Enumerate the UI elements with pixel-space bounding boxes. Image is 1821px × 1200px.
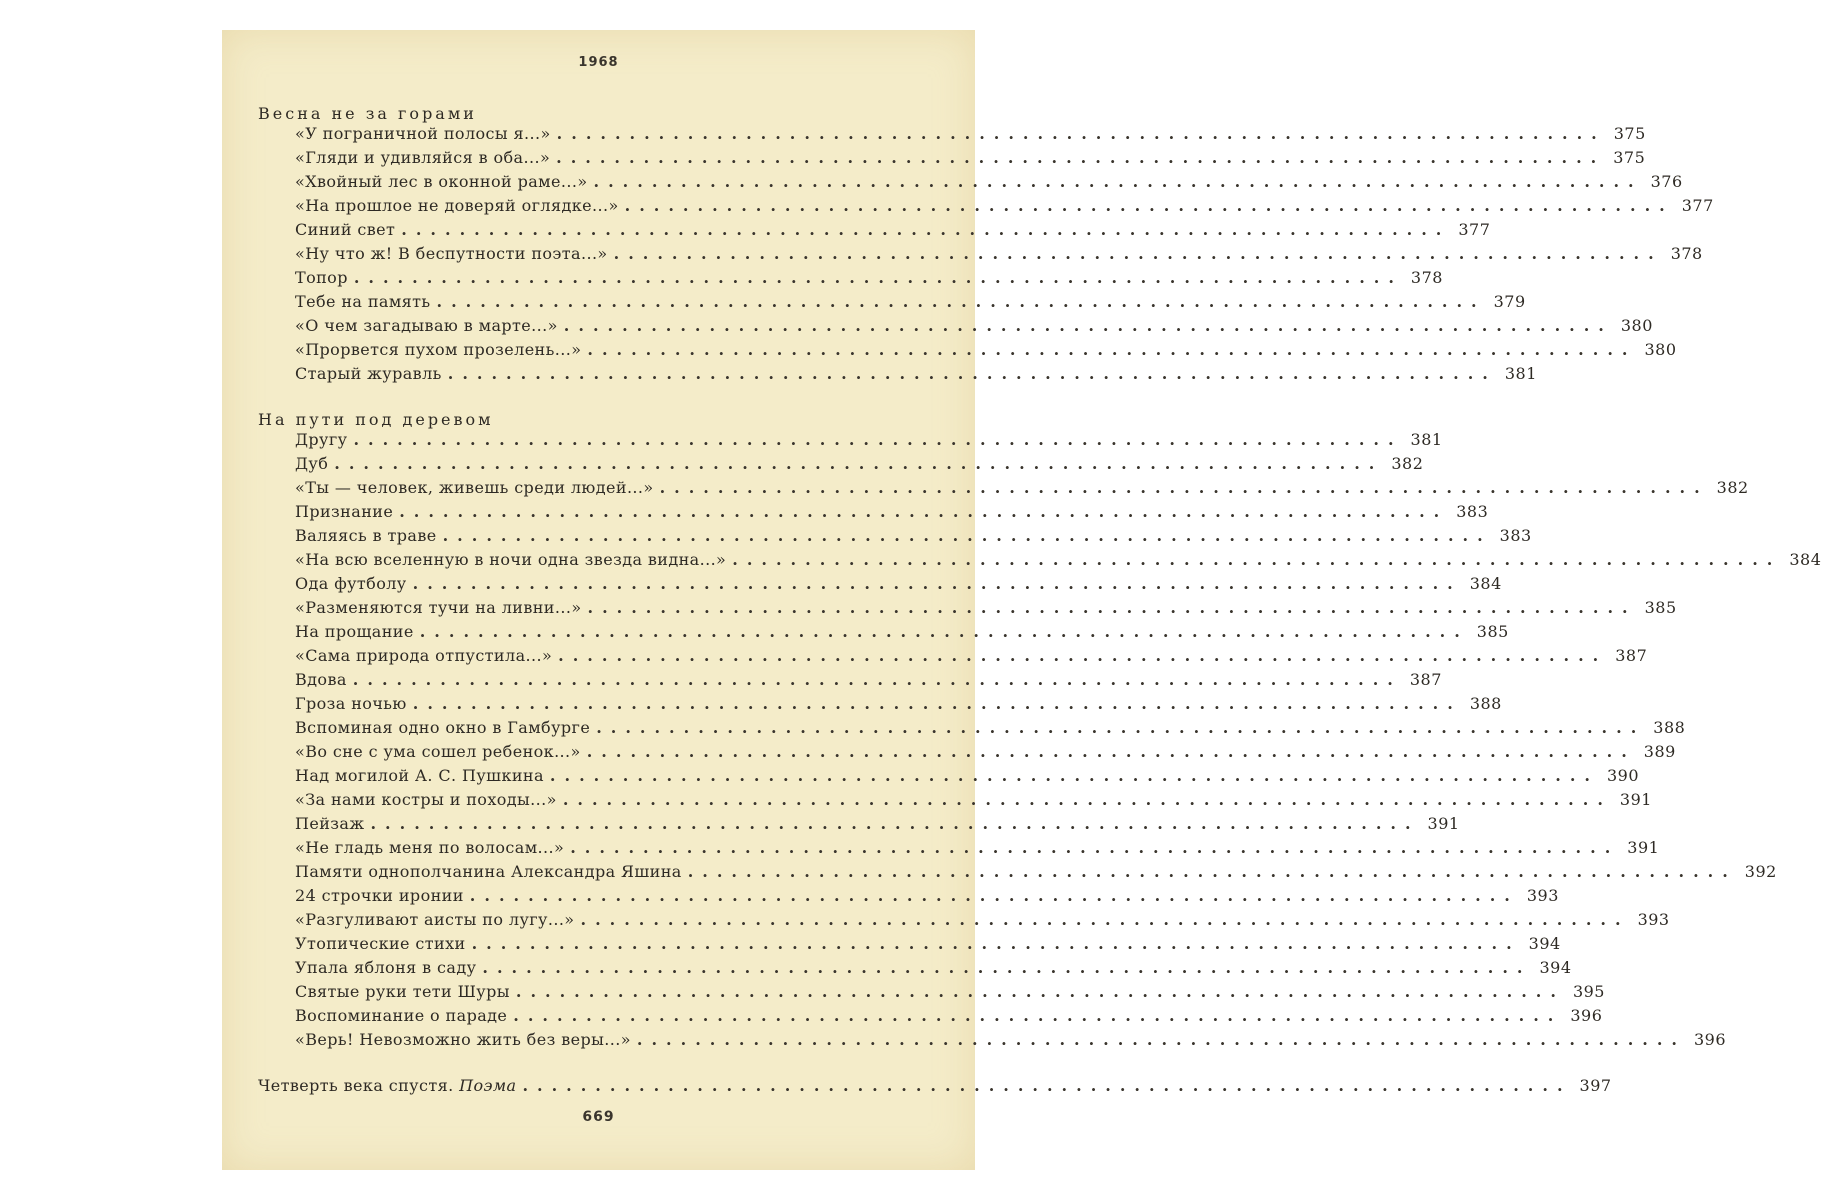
toc-entry[interactable] (295, 268, 1443, 290)
toc-entry-page: 388 (1469, 694, 1502, 713)
toc-entry-title: Вспоминая одно окно в Гамбурге (295, 718, 591, 737)
toc-entry-title: Пейзаж (295, 814, 365, 833)
toc-entry-title: 24 строчки иронии (295, 886, 464, 905)
toc-entry[interactable] (295, 292, 1526, 314)
dot-leader: ........................................................................ (636, 1030, 1686, 1049)
dot-leader: ........................................................................ (482, 958, 1532, 977)
toc-entry-page: 390 (1606, 766, 1640, 785)
toc-entry[interactable] (295, 742, 1676, 764)
toc-entry-page: 396 (1693, 1030, 1727, 1049)
dot-leader: ........................................................................ (447, 364, 1497, 383)
toc-entry[interactable] (295, 316, 1653, 338)
dot-leader: ........................................................................ (412, 694, 1462, 713)
toc-entry-title: Святые руки тети Шуры (295, 982, 510, 1001)
toc-entry[interactable] (295, 694, 1502, 716)
toc-entry-page: 381 (1504, 364, 1537, 383)
toc-entry-page: 378 (1410, 268, 1443, 287)
toc-entry[interactable] (295, 1030, 1727, 1052)
toc-entry-title: «Ну что ж! В беспутности поэта...» (295, 244, 608, 263)
dot-leader: ........................................................................ (562, 790, 1612, 809)
book-page (222, 30, 1821, 1170)
toc-entry[interactable] (295, 526, 1532, 548)
toc-entry[interactable] (295, 478, 1749, 500)
toc-entry[interactable] (295, 958, 1572, 980)
dot-leader: ........................................................................ (352, 670, 1402, 689)
toc-entry-page: 394 (1528, 934, 1561, 953)
toc-entry-title: Валяясь в траве (295, 526, 437, 545)
toc-entry-title: «У пограничной полосы я...» (295, 124, 551, 143)
toc-entry-page: 395 (1572, 982, 1605, 1001)
toc-entry-page: 391 (1619, 790, 1652, 809)
dot-leader: ........................................................................ (624, 196, 1674, 215)
toc-entry-title: Тебе на память (295, 292, 431, 311)
toc-entry[interactable] (295, 574, 1502, 596)
toc-entry-title: «Во сне с ума сошел ребенок...» (295, 742, 581, 761)
toc-entry-page: 387 (1615, 646, 1648, 665)
toc-entry-page: 397 (1579, 1076, 1612, 1095)
dot-leader: ........................................................................ (687, 862, 1737, 881)
toc-entry-page: 393 (1526, 886, 1559, 905)
toc-entry[interactable] (295, 646, 1648, 668)
toc-entry[interactable] (295, 886, 1559, 908)
poem-title: Четверть века спустя. (258, 1076, 454, 1095)
toc-entry-page: 387 (1409, 670, 1442, 689)
toc-entry-page: 377 (1681, 196, 1714, 215)
toc-entry-page: 375 (1613, 148, 1646, 167)
toc-entry[interactable] (295, 454, 1424, 476)
dot-leader: ........................................................................ (436, 292, 1486, 311)
toc-entry[interactable] (295, 670, 1442, 692)
toc-entry-title: Вдова (295, 670, 347, 689)
toc-entry-title: «Не гладь меня по волосам...» (295, 838, 565, 857)
toc-entry-title: Гроза ночью (295, 694, 407, 713)
toc-entry[interactable] (295, 862, 1777, 884)
toc-entry-title: Памяти однополчанина Александра Яшина (295, 862, 682, 881)
dot-leader: ........................................................................ (334, 454, 1384, 473)
toc-entry-page: 383 (1456, 502, 1489, 521)
dot-leader: ........................................................................ (549, 766, 1599, 785)
toc-entry-title: «Разгуливают аисты по лугу...» (295, 910, 575, 929)
toc-entry-page: 392 (1744, 862, 1777, 881)
dot-leader: ........................................................................ (613, 244, 1663, 263)
toc-entry-title: Дуб (295, 454, 329, 473)
toc-entry-page: 382 (1391, 454, 1424, 473)
toc-entry-page: 380 (1620, 316, 1653, 335)
toc-entry[interactable] (295, 622, 1509, 644)
toc-entry[interactable] (295, 766, 1640, 788)
dot-leader: ........................................................................ (587, 598, 1637, 617)
toc-entry-page: 394 (1539, 958, 1572, 977)
dot-leader: ........................................................................ (412, 574, 1462, 593)
toc-entry[interactable] (295, 934, 1561, 956)
dot-leader: ........................................................................ (587, 340, 1637, 359)
page-number-footer: 669 (582, 1109, 615, 1125)
toc-entry[interactable] (295, 838, 1660, 860)
toc-entry[interactable] (295, 340, 1677, 362)
toc-entry[interactable] (295, 814, 1460, 836)
dot-leader: ........................................................................ (370, 814, 1420, 833)
toc-entry[interactable] (295, 502, 1489, 524)
section-title: Весна не за горами (258, 104, 477, 123)
dot-leader: ........................................................................ (471, 934, 1521, 953)
toc-entry-title: «На всю вселенную в ночи одна звезда видна...» (295, 550, 727, 569)
toc-entry[interactable] (295, 220, 1491, 242)
page-header-year: 1968 (578, 55, 619, 70)
dot-leader: ........................................................................ (353, 430, 1403, 449)
dot-leader: ........................................................................ (353, 268, 1403, 287)
poem-genre: Поэма (459, 1076, 517, 1095)
toc-entry-page: 380 (1644, 340, 1677, 359)
toc-entry[interactable] (295, 790, 1652, 812)
toc-entry-title: «О чем загадываю в марте...» (295, 316, 558, 335)
toc-entry-title: Воспоминание о параде (295, 1006, 508, 1025)
dot-leader: ........................................................................ (563, 316, 1613, 335)
toc-entry-poem[interactable] (258, 1076, 1612, 1098)
dot-leader: ........................................................................ (513, 1006, 1563, 1025)
toc-entry-title: Топор (295, 268, 348, 287)
toc-entry[interactable] (295, 718, 1686, 740)
toc-entry-page: 381 (1410, 430, 1443, 449)
toc-entry[interactable] (295, 598, 1677, 620)
dot-leader: ........................................................................ (419, 622, 1469, 641)
toc-entry-page: 391 (1627, 838, 1660, 857)
toc-entry-title: На прощание (295, 622, 414, 641)
dot-leader: ........................................................................ (522, 1076, 1572, 1095)
toc-entry[interactable] (295, 364, 1537, 386)
toc-entry-title: «Хвойный лес в оконной раме...» (295, 172, 588, 191)
toc-entry-title: Другу (295, 430, 348, 449)
section-title: На пути под деревом (258, 410, 494, 429)
toc-entry-title: Признание (295, 502, 394, 521)
toc-entry[interactable] (295, 196, 1714, 218)
dot-leader: ........................................................................ (659, 478, 1709, 497)
toc-entry-title: «На прошлое не доверяй оглядке...» (295, 196, 619, 215)
toc-entry[interactable] (295, 1006, 1603, 1028)
toc-entry[interactable] (295, 550, 1821, 572)
toc-entry-title (258, 1076, 516, 1095)
dot-leader: ........................................................................ (515, 982, 1565, 1001)
toc-entry-page: 375 (1613, 124, 1646, 143)
toc-entry-title: «Ты — человек, живешь среди людей...» (295, 478, 654, 497)
toc-entry-page: 384 (1469, 574, 1502, 593)
toc-entry[interactable] (295, 148, 1646, 170)
toc-entry-title: Утопические стихи (295, 934, 466, 953)
toc-entry[interactable] (295, 430, 1443, 452)
dot-leader: ........................................................................ (570, 838, 1620, 857)
dot-leader: ........................................................................ (442, 526, 1492, 545)
toc-entry-page: 388 (1653, 718, 1686, 737)
toc-entry-page: 377 (1458, 220, 1491, 239)
toc-entry-page: 383 (1499, 526, 1532, 545)
dot-leader: ........................................................................ (596, 718, 1646, 737)
toc-entry-page: 385 (1644, 598, 1677, 617)
toc-entry-title: «За нами костры и походы...» (295, 790, 557, 809)
toc-entry-page: 385 (1476, 622, 1509, 641)
toc-entry[interactable] (295, 124, 1646, 146)
toc-entry-page: 376 (1650, 172, 1683, 191)
toc-entry-title: «Верь! Невозможно жить без веры...» (295, 1030, 631, 1049)
toc-entry-title: Над могилой А. С. Пушкина (295, 766, 544, 785)
dot-leader: ........................................................................ (556, 148, 1606, 167)
dot-leader: ........................................................................ (558, 646, 1608, 665)
toc-entry-page: 384 (1789, 550, 1821, 569)
dot-leader: ........................................................................ (401, 220, 1451, 239)
toc-entry-title: Ода футболу (295, 574, 407, 593)
toc-entry[interactable] (295, 982, 1605, 1004)
dot-leader: ........................................................................ (469, 886, 1519, 905)
dot-leader: ........................................................................ (556, 124, 1606, 143)
dot-leader: ........................................................................ (580, 910, 1630, 929)
toc-entry-title: Упала яблоня в саду (295, 958, 477, 977)
toc-entry-title: «Сама природа отпустила...» (295, 646, 553, 665)
toc-entry-page: 379 (1493, 292, 1526, 311)
toc-entry-page: 396 (1570, 1006, 1603, 1025)
toc-entry-page: 389 (1643, 742, 1676, 761)
dot-leader: ........................................................................ (399, 502, 1449, 521)
toc-entry-page: 393 (1637, 910, 1670, 929)
toc-entry-page: 378 (1670, 244, 1703, 263)
toc-entry-title: «Разменяются тучи на ливни...» (295, 598, 582, 617)
dot-leader: ........................................................................ (732, 550, 1782, 569)
toc-entry-page: 382 (1716, 478, 1749, 497)
toc-entry-title: Синий свет (295, 220, 396, 239)
toc-entry[interactable] (295, 910, 1670, 932)
dot-leader: ........................................................................ (586, 742, 1636, 761)
toc-entry[interactable] (295, 244, 1703, 266)
dot-leader: ........................................................................ (593, 172, 1643, 191)
toc-entry-page: 391 (1427, 814, 1460, 833)
toc-entry-title: «Гляди и удивляйся в оба...» (295, 148, 551, 167)
toc-entry-title: Старый журавль (295, 364, 442, 383)
toc-entry[interactable] (295, 172, 1683, 194)
toc-entry-title: «Прорвется пухом прозелень...» (295, 340, 582, 359)
